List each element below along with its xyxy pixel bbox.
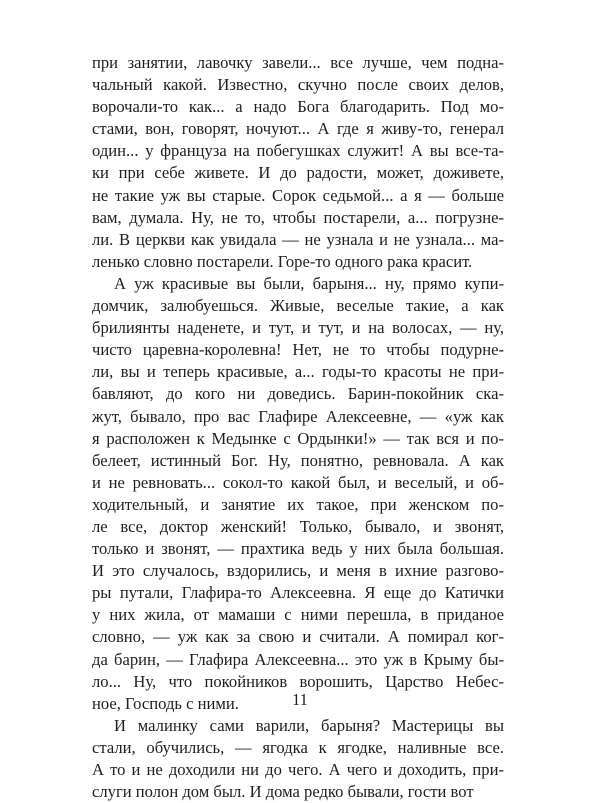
text-line: А то и не доходили ни до чего. А чего и доходить, при- — [92, 760, 504, 779]
text-line: А уж красивые вы были, барыня... ну, прямо купи- — [114, 273, 504, 293]
paragraph — [92, 273, 504, 715]
text-line: ле все, доктор женский! Только, бывало, и звонят, — [92, 516, 504, 536]
text-line: И это случалось, вздорились, и меня в ихние разгово- — [92, 561, 504, 581]
text-line: вам, думала. Ну, не то, чтобы постарели, а... погрузне- — [92, 207, 504, 227]
text-line: белеет, истинный Бог. Ну, понятно, ревновала. А как — [92, 450, 504, 470]
text-line: ленько словно постарели. Горе-то одного рака красит. — [92, 251, 473, 271]
paragraph — [92, 715, 504, 803]
text-line: ло... Ну, что покойников ворошить, Царство Небес- — [92, 671, 504, 691]
text-line: словно, — уж как за свою и считали. А помирал ког- — [92, 627, 504, 647]
text-line: И малинку сами варили, барыня? Мастерицы вы — [114, 715, 504, 735]
text-line: ли. В церкви как увидала — не узнала и не узнала... ма- — [92, 229, 504, 249]
text-line: жут, бывало, про вас Глафире Алексеевне, — «уж как — [92, 406, 504, 426]
page-number: 11 — [292, 690, 308, 709]
text-line: слуги полон дом был. И дома редко бывали, гости вот — [92, 782, 474, 802]
text-line: ли, вы и теперь красивые, а... годы-то красоты не при- — [92, 362, 504, 382]
text-line: ки при себе живете. И до радости, может, доживете, — [92, 163, 504, 183]
text-line: да барин, — Глафира Алексеевна... это уж в Крыму бы- — [92, 649, 504, 669]
text-line: не такие уж вы старые. Сорок седьмой... а я — больше — [92, 185, 504, 205]
paragraph — [92, 52, 504, 273]
text-line: у них жила, от мамаши с ними перешла, в приданое — [92, 605, 504, 625]
text-line: чальный какой. Известно, скучно после своих делов, — [92, 75, 504, 95]
text-line: только и звонят, — прахтика ведь у них была большая. — [92, 539, 504, 559]
text-line: я расположен к Медынке с Ордынки!» — так вся и по- — [92, 428, 504, 448]
text-line: ворочали-то как... а надо Бога благодарить. Под мо- — [92, 97, 504, 117]
text-line: домчик, залюбуешься. Живые, веселые такие, а как — [92, 296, 504, 316]
text-line: брилиянты наденете, и тут, и тут, и на волосах, — ну, — [92, 318, 504, 338]
text-line: ходительный, и занятие их такое, при женском по- — [92, 494, 504, 514]
text-line: бавляют, до кого ни доведись. Барин-покойник ска- — [92, 384, 504, 404]
text-line: стами, вон, говорят, ночуют... А где я живу-то, генерал — [92, 119, 504, 139]
text-line: при занятии, лавочку завели... все лучше, чем подна- — [92, 53, 504, 72]
text-line: и не ревновать... сокол-то какой был, и веселый, и об- — [92, 472, 504, 492]
text-line: чисто царевна-королевна! Нет, не то чтобы подурне- — [92, 340, 504, 360]
text-line: ное, Господь с ними. — [92, 693, 239, 713]
text-line: один... у француза на побегушках служит! А вы все-та- — [92, 141, 504, 161]
text-line: стали, обучились, — ягодка к ягодке, наливные все. — [92, 737, 504, 757]
text-line: ры путали, Глафира-то Алексеевна. Я еще до Катички — [92, 583, 504, 603]
